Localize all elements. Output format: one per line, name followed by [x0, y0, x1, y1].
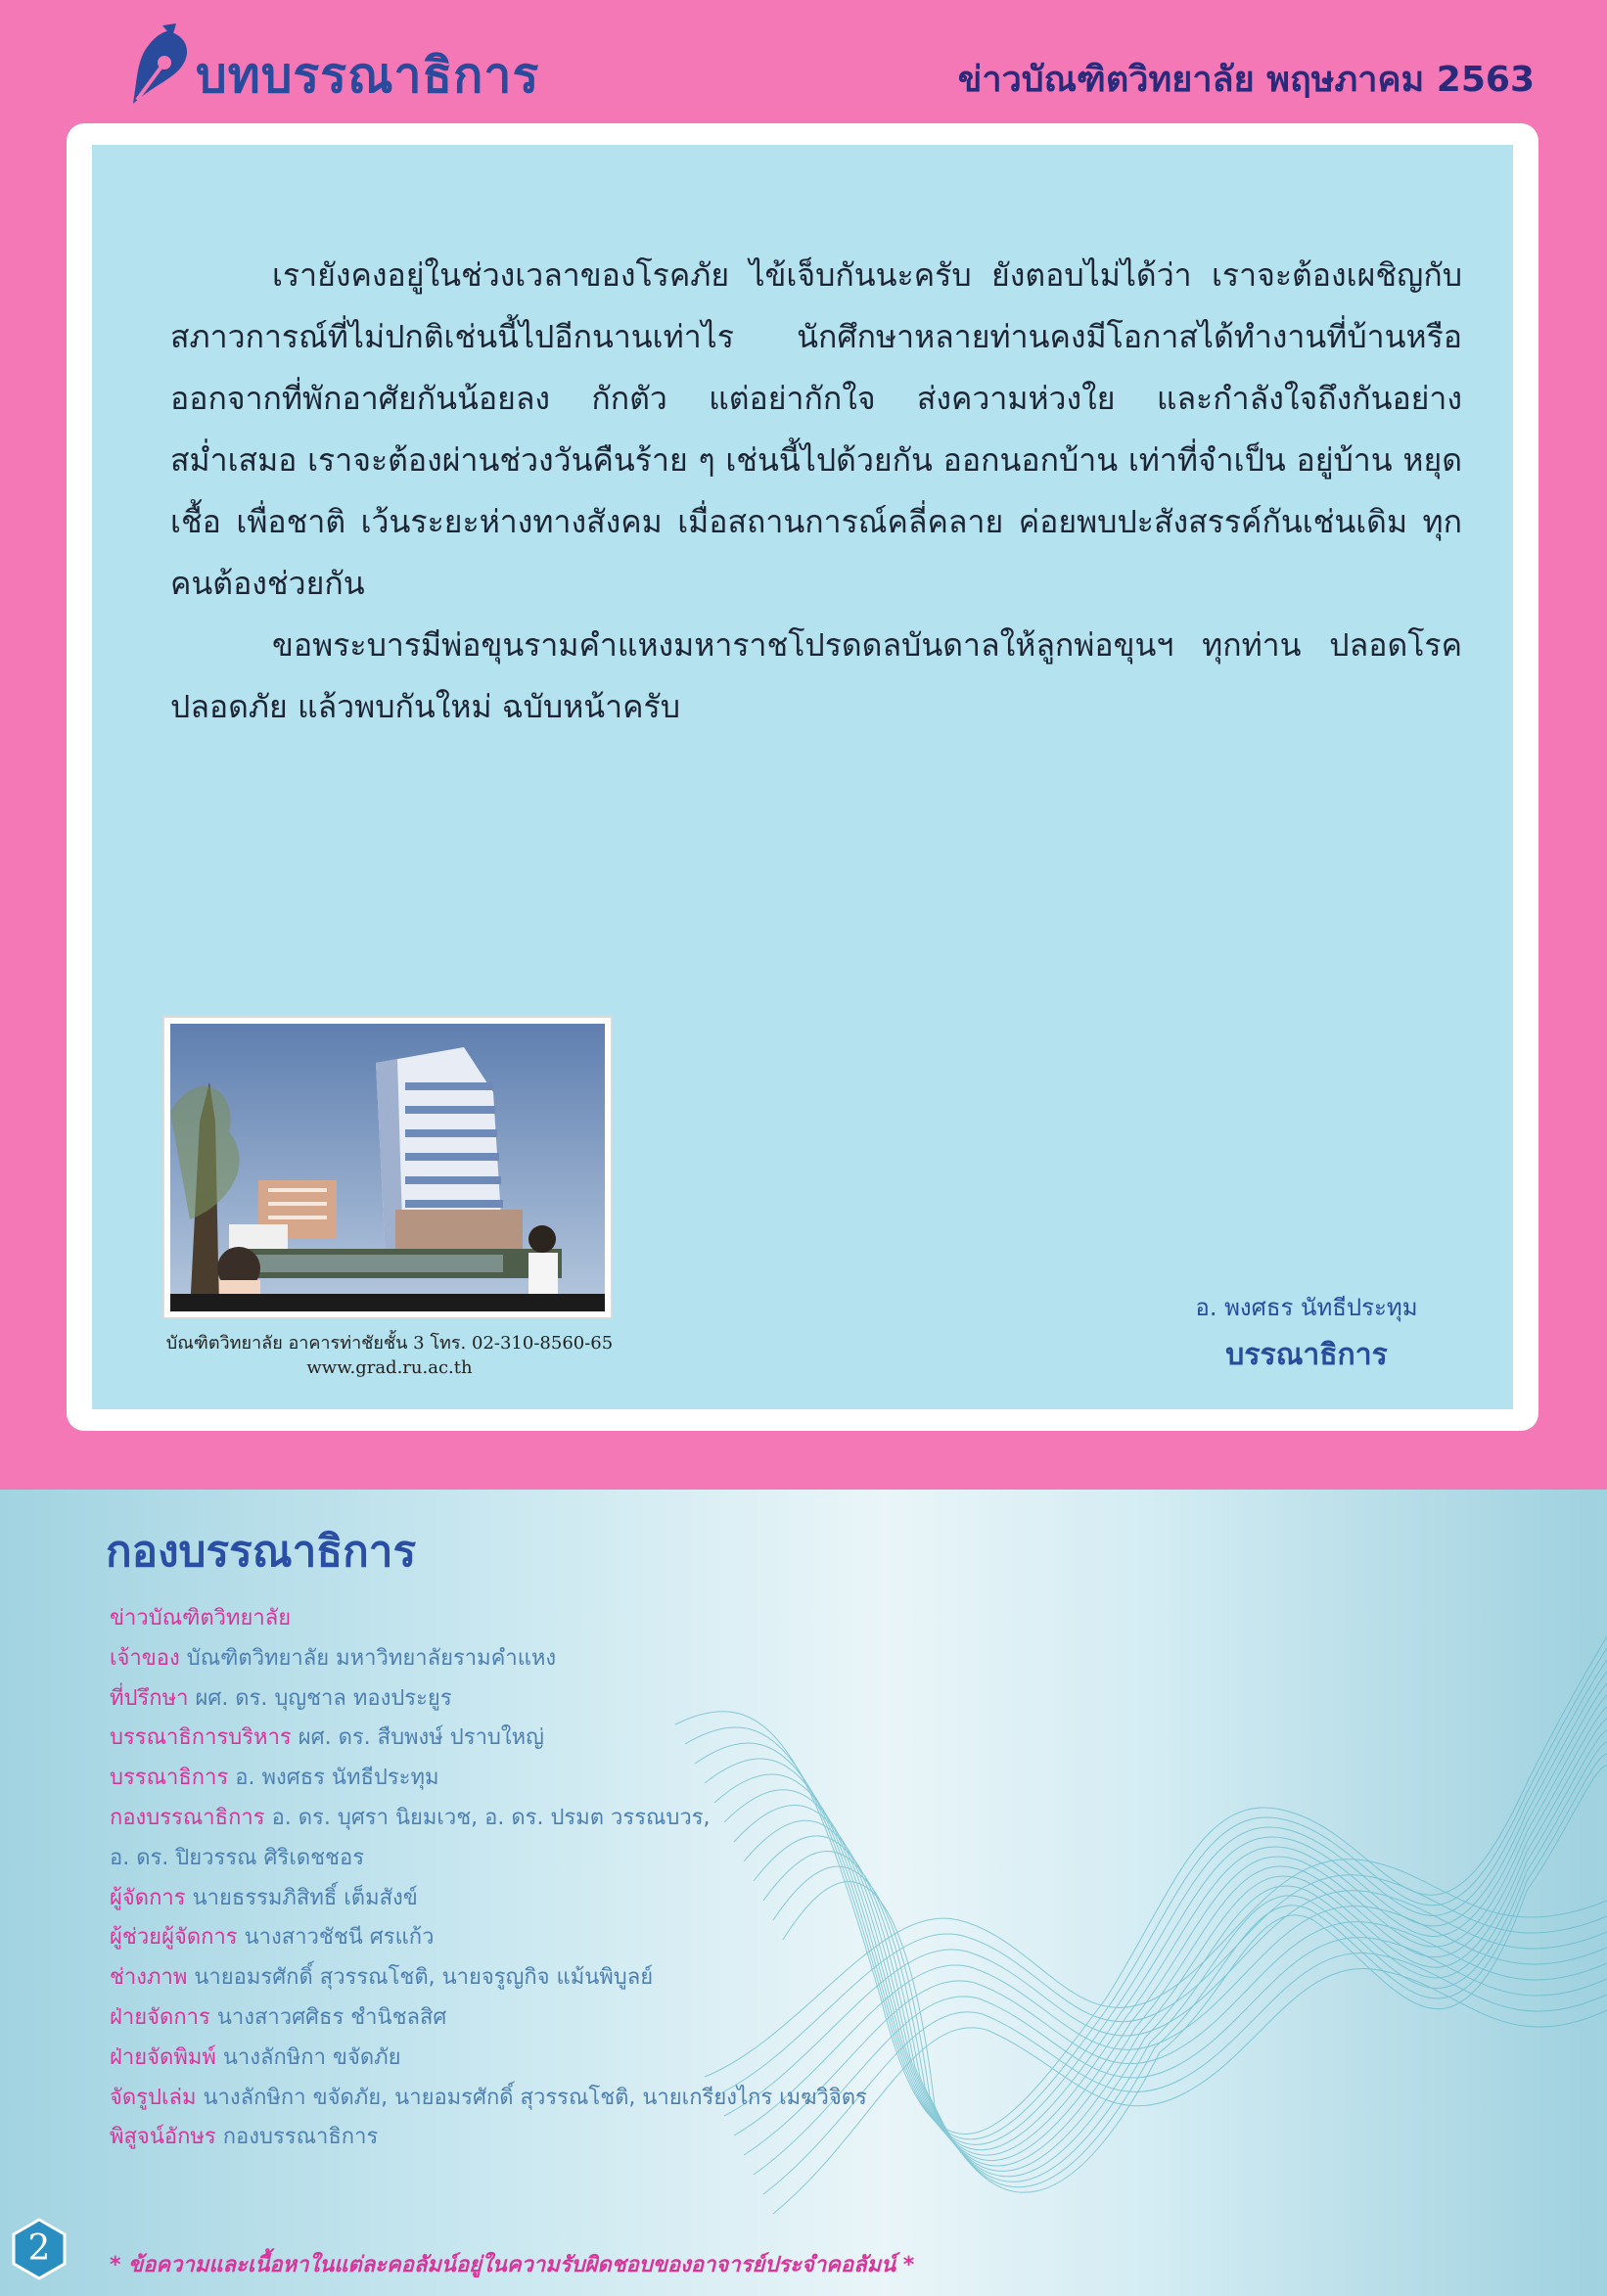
building-photo	[164, 1018, 611, 1317]
staff-value: นายธรรมภิสิทธิ์ เต็มสังข์	[192, 1885, 418, 1910]
staff-value: นางลักษิกา ขจัดภัย	[222, 2044, 401, 2070]
list-item	[110, 2079, 867, 2119]
list-item	[110, 1719, 867, 1759]
footer-note: * ข้อความและเนื้อหาในแต่ละคอลัมน์อยู่ในความรับผิดชอบของอาจารย์ประจำคอลัมน์ *	[110, 2253, 915, 2277]
list-item	[110, 2039, 867, 2079]
letter-paragraph: ขอพระบารมีพ่อขุนรามคำแหงมหาราชโปรดดลบันดาลให้ลูกพ่อขุนฯ ทุกท่าน ปลอดโรค ปลอดภัย แล้วพบกันใหม่ ฉบับหน้าครับ	[170, 626, 1462, 725]
staff-list	[110, 1599, 867, 2158]
staff-value: นางสาวศศิธร ชำนิชลสิศ	[216, 2004, 447, 2030]
section-title: บทบรรณาธิการ	[196, 47, 540, 104]
staff-label: บรรณาธิการ	[110, 1766, 229, 1791]
staff-value: นายอมรศักดิ์ สุวรรณโชติ, นายจรูญกิจ แม้นพิบูลย์	[194, 1965, 654, 1991]
signature	[1155, 1288, 1458, 1378]
list-item	[110, 1879, 867, 1919]
list-item	[110, 1639, 867, 1679]
list-item	[110, 1799, 867, 1839]
staff-label: จัดรูปเล่ม	[110, 2085, 197, 2110]
staff-label: เจ้าของ	[110, 1645, 180, 1671]
staff-label: ที่ปรึกษา	[110, 1685, 189, 1711]
editorial-letter	[170, 245, 1462, 738]
editorial-board-title: กองบรรณาธิการ	[106, 1527, 417, 1577]
staff-value: อ. พงศธร นัทธีประทุม	[235, 1766, 439, 1791]
list-item	[110, 1998, 867, 2039]
staff-value: กองบรรณาธิการ	[222, 2125, 379, 2150]
issue-label: ข่าวบัณฑิตวิทยาลัย พฤษภาคม 2563	[957, 60, 1535, 100]
staff-label: ช่างภาพ	[110, 1965, 188, 1991]
staff-value: ผศ. ดร. สืบพงษ์ ปราบใหญ่	[298, 1725, 544, 1751]
list-item	[110, 1679, 867, 1720]
staff-value: บัณฑิตวิทยาลัย มหาวิทยาลัยรามคำแหง	[186, 1645, 557, 1671]
list-item	[110, 1759, 867, 1799]
list-item	[110, 2118, 867, 2158]
caption-website: www.grad.ru.ac.th	[306, 1357, 473, 1378]
editor-role: บรรณาธิการ	[1225, 1338, 1388, 1372]
list-item	[110, 1918, 867, 1958]
staff-label: ผู้จัดการ	[110, 1885, 186, 1910]
staff-label: ฝ่ายจัดการ	[110, 2004, 210, 2030]
staff-value: นางสาวชัชนี ศรแก้ว	[244, 1925, 435, 1951]
page-number: 2	[27, 2228, 51, 2269]
pen-nib-icon	[115, 20, 204, 108]
staff-value: ผศ. ดร. บุญชาล ทองประยูร	[195, 1685, 452, 1711]
staff-label: ผู้ช่วยผู้จัดการ	[110, 1925, 238, 1951]
list-item	[110, 1958, 867, 1998]
editor-name: อ. พงศธร นัทธีประทุม	[1195, 1294, 1418, 1321]
staff-label: ข่าวบัณฑิตวิทยาลัย	[110, 1606, 292, 1630]
photo-caption	[164, 1331, 615, 1380]
staff-label: พิสูจน์อักษร	[110, 2125, 216, 2150]
editorial-board-section	[0, 1490, 1607, 2296]
staff-value: อ. ดร. บุศรา นิยมเวช, อ. ดร. ปรมต วรรณบวร,	[271, 1805, 711, 1830]
letter-paragraph: เรายังคงอยู่ในช่วงเวลาของโรคภัย ไข้เจ็บกันนะครับ ยังตอบไม่ได้ว่า เราจะต้องเผชิญกับสภาวการณ์ที่ไม่ปกติเช่นนี้ไปอีกนานเท่าไร นักศึกษาหลายท่านคงมีโอกาสได้ทำงานที่บ้านหรือออกจากที่พักอาศัยกันน้อยลง กักตัว แต่อย่ากักใจ ส่งความห่วงใย และกำลังใจถึงกันอย่างสม่ำเสมอ เราจะต้องผ่านช่วงวันคืนร้าย ๆ เช่นนี้ไปด้วยกัน ออกนอกบ้าน เท่าที่จำเป็น อยู่บ้าน หยุดเชื้อ เพื่อชาติ เว้นระยะห่างทางสังคม เมื่อสถานการณ์คลี่คลาย ค่อยพบปะสังสรรค์กันเช่นเดิม ทุกคนต้องช่วยกัน	[170, 256, 1462, 602]
caption-address: บัณฑิตวิทยาลัย อาคารท่าชัยชั้น 3 โทร. 02-310-8560-65	[165, 1333, 614, 1354]
staff-value: นางลักษิกา ขจัดภัย, นายอมรศักดิ์ สุวรรณโชติ, นายเกรียงไกร เมฆวิจิตร	[203, 2085, 867, 2110]
building-illustration	[170, 1024, 605, 1311]
list-item	[110, 1839, 867, 1879]
staff-label: กองบรรณาธิการ	[110, 1805, 265, 1830]
staff-value: อ. ดร. ปิยวรรณ ศิริเดชชอร	[110, 1845, 365, 1870]
staff-label: บรรณาธิการบริหาร	[110, 1725, 292, 1751]
list-item	[110, 1599, 867, 1639]
staff-label: ฝ่ายจัดพิมพ์	[110, 2044, 216, 2070]
